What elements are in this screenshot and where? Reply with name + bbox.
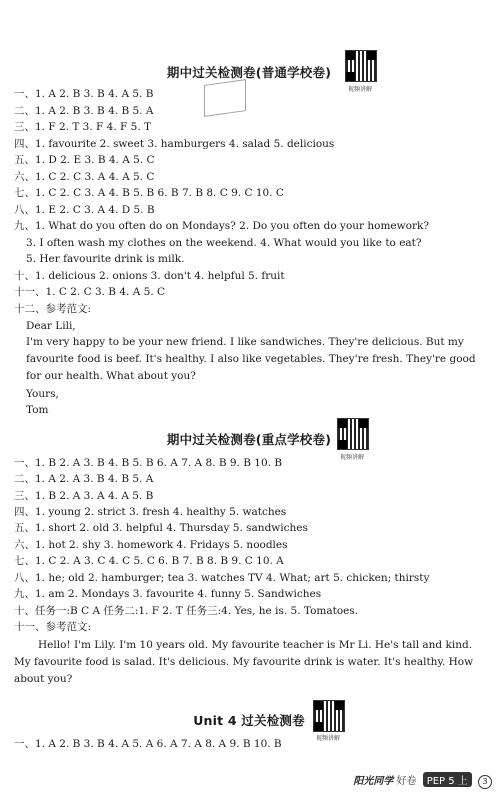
answer-line: 十一、1. C 2. C 3. B 4. A 5. C	[14, 286, 166, 298]
page-number: 3	[478, 775, 492, 789]
answer-line: 四、1. young 2. strict 3. fresh 4. healthy 5. watches	[14, 506, 287, 518]
essay-signature: Tom	[26, 404, 49, 416]
answer-line: 十、任务一:B C A 任务二:1. F 2. T 任务三:4. Yes, he is. 5. Tomatoes.	[14, 605, 359, 617]
answer-line: 四、1. favourite 2. sweet 3. hamburgers 4. salad 5. delicious	[14, 138, 335, 150]
answer-line: 二、1. A 2. A 3. B 4. B 5. A	[14, 473, 154, 485]
stamp-icon	[204, 79, 246, 117]
answer-line: 九、1. am 2. Mondays 3. favourite 4. funny 5. Sandwiches	[14, 588, 322, 600]
qr-caption: 视频讲解	[347, 86, 372, 93]
essay-body: I'm very happy to be your new friend. I like sandwiches. They're delicious. But my favourite food is beef. It's healthy. I also like vegetables. They're fresh. They're good for our health. What about you?	[26, 336, 476, 382]
answer-line: 九、1. What do you often do on Mondays? 2. Do you often do your homework?	[14, 220, 429, 232]
answer-line: 二、1. A 2. B 3. B 4. B 5. A	[14, 105, 154, 117]
section-title-unit4: Unit 4 过关检测卷	[193, 713, 305, 728]
essay-closing: Yours,	[26, 388, 59, 400]
answer-line: 五、1. D 2. E 3. B 4. A 5. C	[14, 154, 155, 166]
answer-line: 十一、参考范文:	[14, 621, 92, 633]
section-title-midterm-regular: 期中过关检测卷(普通学校卷)	[166, 65, 332, 80]
essay-body: Hello! I'm Lily. I'm 10 years old. My favourite teacher is Mr Li. He's tall and kind. My favourite food is salad. It's delicious. My favourite drink is water. It's healthy. How about you?	[14, 639, 474, 685]
qr-caption: 视频讲解	[315, 735, 340, 742]
answer-line: 八、1. E 2. C 3. A 4. D 5. B	[14, 204, 155, 216]
answer-line: 一、1. A 2. B 3. B 4. A 5. B	[14, 88, 154, 100]
brand-logo: 阳光同学	[353, 776, 394, 787]
answer-line: 七、1. C 2. A 3. C 4. C 5. C 6. B 7. B 8. B 9. C 10. A	[14, 555, 284, 567]
qr-code-icon[interactable]	[337, 418, 369, 450]
essay-greeting: Dear Lili,	[26, 320, 76, 332]
qr-caption: 视频讲解	[339, 454, 364, 461]
answer-line: 三、1. F 2. T 3. F 4. F 5. T	[14, 121, 151, 133]
book-name: 好卷	[396, 776, 417, 787]
answer-line: 十、1. delicious 2. onions 3. don't 4. helpful 5. fruit	[14, 270, 285, 282]
section-title-midterm-key: 期中过关检测卷(重点学校卷)	[166, 432, 332, 447]
answer-line: 一、1. A 2. B 3. B 4. A 5. A 6. A 7. A 8. A 9. B 10. B	[14, 738, 282, 750]
answer-line: 三、1. B 2. A 3. A 4. A 5. B	[14, 490, 154, 502]
answer-line: 八、1. he; old 2. hamburger; tea 3. watches TV 4. What; art 5. chicken; thirsty	[14, 572, 430, 584]
answer-line: 五、1. short 2. old 3. helpful 4. Thursday 5. sandwiches	[14, 522, 308, 534]
answer-line: 十二、参考范文:	[14, 303, 92, 315]
answer-line: 六、1. hot 2. shy 3. homework 4. Fridays 5. noodles	[14, 539, 288, 551]
qr-code-icon[interactable]	[345, 50, 377, 82]
page-footer	[353, 772, 492, 789]
qr-code-icon[interactable]	[313, 700, 345, 732]
answer-line: 六、1. C 2. C 3. A 4. A 5. C	[14, 171, 155, 183]
answer-line: 3. I often wash my clothes on the weekend. 4. What would you like to eat?	[26, 237, 422, 249]
edition-badge: PEP 5 上	[423, 772, 472, 787]
answer-line: 5. Her favourite drink is milk.	[26, 253, 185, 265]
answer-line: 七、1. C 2. C 3. A 4. B 5. B 6. B 7. B 8. C 9. C 10. C	[14, 187, 284, 199]
answer-line: 一、1. B 2. A 3. B 4. B 5. B 6. A 7. A 8. B 9. B 10. B	[14, 457, 283, 469]
